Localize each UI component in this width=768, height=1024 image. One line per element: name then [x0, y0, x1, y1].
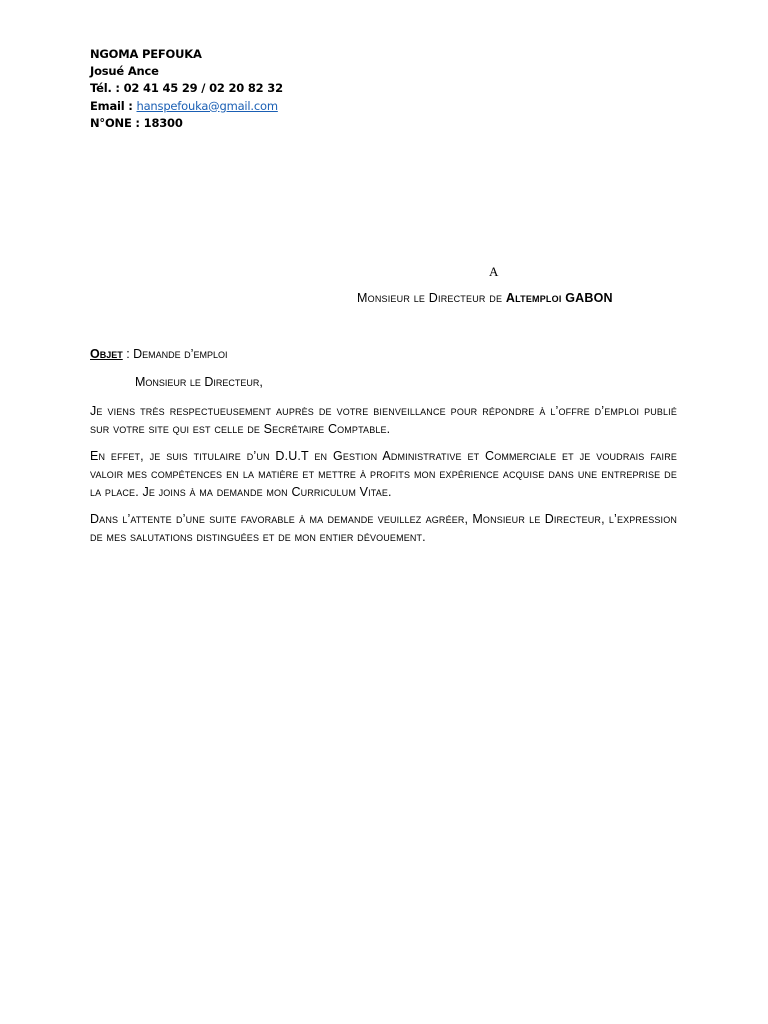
- salutation: Monsieur le Directeur,: [135, 375, 263, 389]
- subject-separator: :: [122, 347, 134, 361]
- sender-email-link[interactable]: hanspefouka@gmail.com: [136, 98, 278, 113]
- recipient-country: GABON: [565, 291, 613, 305]
- subject-line: [90, 347, 227, 361]
- subject-text: Demande d’emploi: [133, 347, 228, 361]
- sender-first-names: Josué Ance: [90, 64, 159, 79]
- sender-email-label: Email :: [90, 98, 133, 113]
- sender-one-number: N°ONE : 18300: [90, 115, 183, 130]
- subject-label: Objet: [90, 347, 123, 361]
- recipient-prefix: Monsieur le Directeur de: [357, 291, 503, 305]
- sender-email-line: [90, 98, 283, 115]
- recipient-company: Altemploi: [505, 291, 562, 305]
- body-paragraph-1: Je viens très respectueusement auprès de votre bienveillance pour répondre à l’offre d’emploi publié sur votre site qui est celle de Secrétaire Comptable.: [90, 404, 677, 436]
- recipient-a: A: [489, 264, 499, 279]
- body-paragraph-2: En effet, je suis titulaire d’un D.U.T en Gestion Administrative et Commerciale et je voudrais faire valoir mes compétences en la matière et mettre à profits mon expérience acquise dans une entreprise de la place. Je joins à ma demande mon Curriculum Vitae.: [90, 449, 677, 499]
- body-paragraph-3: Dans l’attente d’une suite favorable à ma demande veuillez agréer, Monsieur le Directeur, l’expression de mes salutations distinguées et de mon entier dévouement.: [90, 512, 677, 544]
- recipient-line: [357, 291, 613, 305]
- sender-name: NGOMA PEFOUKA: [90, 47, 202, 61]
- sender-block: [90, 46, 283, 132]
- sender-phone: Tél. : 02 41 45 29 / 02 20 82 32: [90, 81, 283, 96]
